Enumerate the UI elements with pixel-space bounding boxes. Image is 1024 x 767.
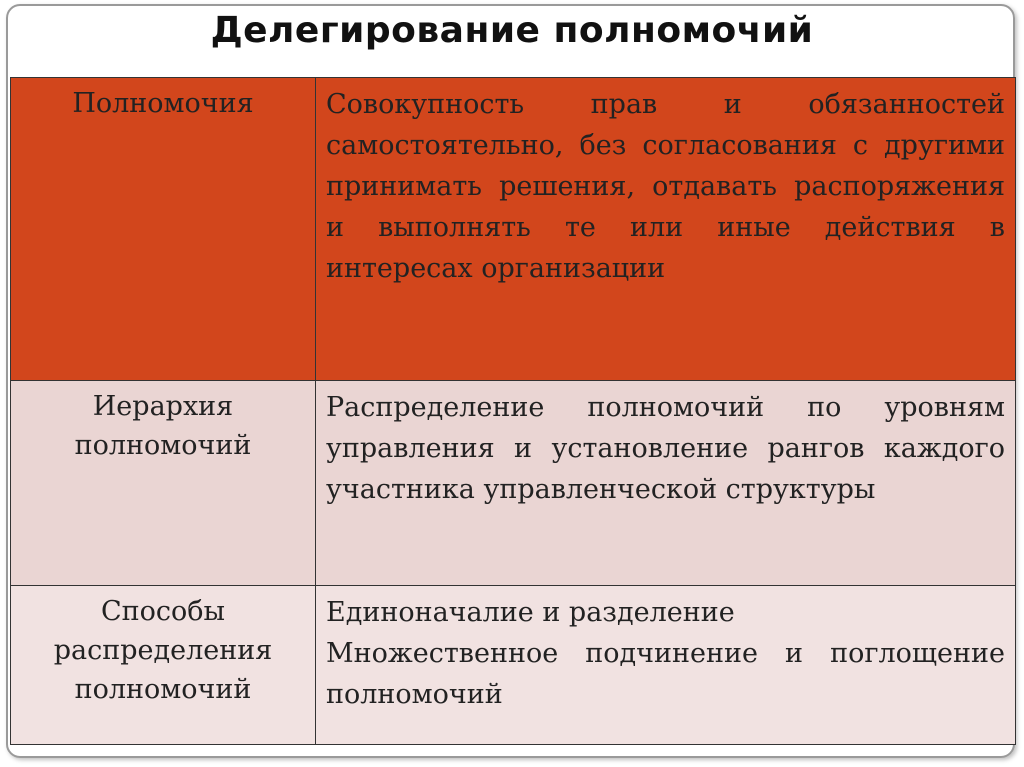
page-title: Делегирование полномочий (210, 10, 814, 51)
term-cell: Полномочия (11, 78, 316, 381)
definition-cell: Распределение полномочий по уровням управления и установление рангов каждого участника управленческой структуры (316, 381, 1016, 586)
definition-cell: Совокупность прав и обязанностей самостоятельно, без согласования с другими принимать решения, отдавать распоряжения и выполнять те или иные действия в интересах организации (316, 78, 1016, 381)
term-cell: Иерархия полномочий (11, 381, 316, 586)
table-row (11, 586, 1016, 745)
definition-line: Единоначалие и разделение (326, 597, 735, 628)
definition-line: Множественное подчинение и поглощение полномочий (326, 638, 1005, 710)
table-row (11, 78, 1016, 381)
term-cell: Способы распределения полномочий (11, 586, 316, 745)
table-row (11, 381, 1016, 586)
definition-cell (316, 586, 1016, 745)
definitions-table (10, 77, 1016, 745)
